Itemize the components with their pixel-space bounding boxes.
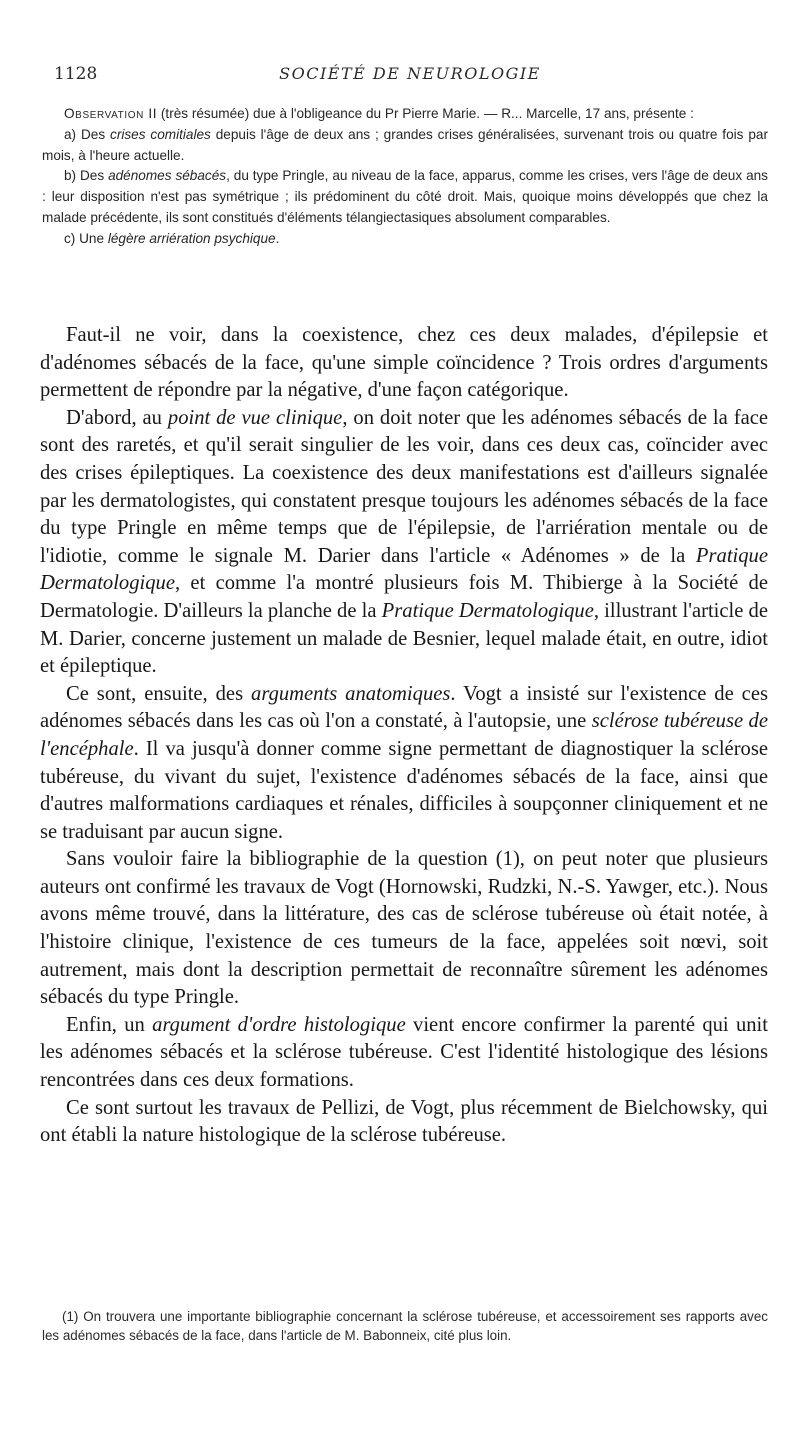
observation-intro: Observation II (très résumée) due à l'obligeance du Pr Pierre Marie. — R... Marcelle, 17 ans, présente : [64, 106, 694, 121]
observation-item-c: c) Une légère arriération psychique. [64, 230, 280, 246]
paragraph-6: Ce sont surtout les travaux de Pellizi, de Vogt, plus récemment de Bielchowsky, qui ont établi la nature histologique de la sclérose tubéreuse. [40, 1096, 768, 1147]
paragraph-3: Ce sont, ensuite, des arguments anatomiques. Vogt a insisté sur l'existence de ces adénomes sébacés dans les cas où l'on a constaté, à l'autopsie, une sclérose tubéreuse de l'encéphale. Il va jusqu'à donner comme signe permettant de diagnostiquer la sclérose tubéreuse, du vivant du sujet, l'existence d'adénomes sébacés de la face, ainsi que d'autres malformations cardiaques et rénales, difficiles à soupçonner cliniquement et ne se traduisant par aucun signe. [40, 682, 768, 843]
observation-label: Observation II [64, 106, 158, 121]
paragraph-1: Faut-il ne voir, dans la coexistence, chez ces deux malades, d'épilepsie et d'adénomes sébacés de la face, qu'une simple coïncidence ? Trois ordres d'arguments permettent de répondre par la négative, d'une façon catégorique. [40, 324, 768, 402]
page-number: 1128 [54, 64, 98, 84]
observation-item-a: a) Des crises comitiales depuis l'âge de deux ans ; grandes crises généralisées, survenant trois ou quatre fois par mois, à l'heure actuelle. [42, 126, 768, 163]
observation-item-b: b) Des adénomes sébacés, du type Pringle, au niveau de la face, apparus, comme les crises, vers l'âge de deux ans : leur disposition n'est pas symétrique ; ils prédominent du côté droit. Mais, quoique moins développés que chez la malade précédente, ils sont constitués d'éléments télangiectasiques absolument comparables. [42, 168, 768, 225]
main-text [40, 322, 768, 1150]
paragraph-5: Enfin, un argument d'ordre histologique vient encore confirmer la parenté qui unit les adénomes sébacés et la sclérose tubéreuse. C'est l'identité histologique des lésions rencontrées dans ces deux formations. [40, 1013, 768, 1092]
footnote-text: (1) On trouvera une importante bibliographie concernant la sclérose tubéreuse, et accessoirement ses rapports avec les adénomes sébacés de la face, dans l'article de M. Babonneix, cité plus loin. [42, 1309, 768, 1343]
running-title: SOCIÉTÉ DE NEUROLOGIE [279, 64, 541, 83]
running-header [54, 64, 766, 88]
observation-block [42, 104, 768, 250]
paragraph-4: Sans vouloir faire la bibliographie de la question (1), on peut noter que plusieurs auteurs ont confirmé les travaux de Vogt (Hornowski, Rudzki, N.-S. Yawger, etc.). Nous avons même trouvé, dans la littérature, des cas de sclérose tubéreuse où était notée, à l'histoire clinique, l'existence de ces tumeurs de la face, appelées soit nœvi, soit autrement, mais dont la description permettait de reconnaître sûrement les adénomes sébacés du type Pringle. [40, 848, 768, 1009]
paragraph-2: D'abord, au point de vue clinique, on doit noter que les adénomes sébacés de la face sont des raretés, et qu'il serait singulier de les voir, dans ces deux cas, coïncider avec des crises épileptiques. La coexistence des deux manifestations est d'ailleurs signalée par les dermatologistes, qui constatent presque toujours les adénomes sébacés de la face du type Pringle en même temps que de l'épilepsie, de l'arriération mentale ou de l'idiotie, comme le signale M. Darier dans l'article « Adénomes » de la Pratique Dermatologique, et comme l'a montré plusieurs fois M. Thibierge à la Société de Dermatologie. D'ailleurs la planche de la Pratique Dermatologique, illustrant l'article de M. Darier, concerne justement un malade de Besnier, lequel malade était, en outre, idiot et épileptique. [40, 406, 768, 678]
footnote [42, 1308, 768, 1345]
